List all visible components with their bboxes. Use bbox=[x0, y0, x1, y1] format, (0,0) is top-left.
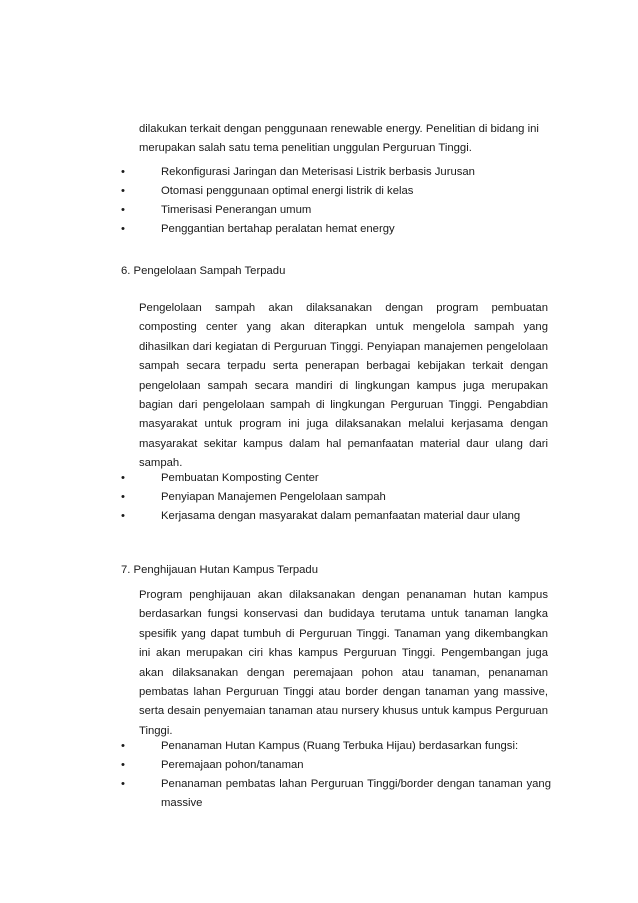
bullet-icon: • bbox=[121, 759, 125, 771]
section-6-heading: 6. Pengelolaan Sampah Terpadu bbox=[121, 265, 286, 277]
list-item: • Rekonfigurasi Jaringan dan Meterisasi Listrik berbasis Jurusan bbox=[121, 163, 551, 182]
bullet-icon: • bbox=[121, 185, 125, 197]
list-item: • Penggantian bertahap peralatan hemat energy bbox=[121, 220, 551, 239]
list-item: • Otomasi penggunaan optimal energi listrik di kelas bbox=[121, 182, 551, 201]
intro-paragraph: dilakukan terkait dengan penggunaan renewable energy. Penelitian di bidang ini merupakan salah satu tema penelitian unggulan Perguruan Tinggi. bbox=[139, 123, 539, 155]
list-item: • Penanaman pembatas lahan Perguruan Tinggi/border dengan tanaman yang massive bbox=[121, 775, 551, 813]
energy-list bbox=[121, 163, 551, 239]
list-item: • Penyiapan Manajemen Pengelolaan sampah bbox=[121, 488, 551, 507]
list-item: • Penanaman Hutan Kampus (Ruang Terbuka Hijau) berdasarkan fungsi: bbox=[121, 737, 551, 756]
list-item: • Kerjasama dengan masyarakat dalam pemanfaatan material daur ulang bbox=[121, 507, 551, 526]
section-7-heading: 7. Penghijauan Hutan Kampus Terpadu bbox=[121, 564, 319, 576]
bullet-icon: • bbox=[121, 223, 125, 235]
section-7-paragraph: Program penghijauan akan dilaksanakan dengan penanaman hutan kampus berdasarkan fungsi konservasi dan budidaya terutama untuk tanaman langka spesifik yang dapat tumbuh di Perguruan Tinggi. Tanaman yang dikembangkan ini akan merupakan ciri khas kampus Perguruan Tinggi. Pengembangan juga akan dilaksanakan dengan peremajaan pohon atau tanaman, penanaman pembatas lahan Perguruan Tinggi atau border dengan tanaman yang massive, serta desain penyemaian tanaman atau nursery khusus untuk kampus Perguruan Tinggi. bbox=[139, 589, 548, 737]
list-item: • Peremajaan pohon/tanaman bbox=[121, 756, 551, 775]
bullet-icon: • bbox=[121, 472, 125, 484]
list-item: • Timerisasi Penerangan umum bbox=[121, 201, 551, 220]
bullet-icon: • bbox=[121, 491, 125, 503]
bullet-icon: • bbox=[121, 778, 125, 790]
bullet-icon: • bbox=[121, 510, 125, 522]
section-6-paragraph: Pengelolaan sampah akan dilaksanakan dengan program pembuatan composting center yang akan diterapkan untuk mengelola sampah yang dihasilkan dari kegiatan di Perguruan Tinggi. Penyiapan manajemen pengelolaan sampah secara terpadu serta penerapan berbagai kebijakan terkait dengan pengelolaan sampah secara mandiri di lingkungan kampus juga merupakan bagian dari pengelolaan sampah di lingkungan Perguruan Tinggi. Pengabdian masyarakat untuk program ini juga dilaksanakan melalui kerjasama dengan masyarakat sekitar kampus dalam hal pemanfaatan material daur ulang dari sampah. bbox=[139, 302, 548, 470]
bullet-icon: • bbox=[121, 740, 125, 752]
section-6-list bbox=[121, 469, 551, 526]
list-item: • Pembuatan Komposting Center bbox=[121, 469, 551, 488]
bullet-icon: • bbox=[121, 204, 125, 216]
section-7-list bbox=[121, 737, 551, 813]
bullet-icon: • bbox=[121, 166, 125, 178]
